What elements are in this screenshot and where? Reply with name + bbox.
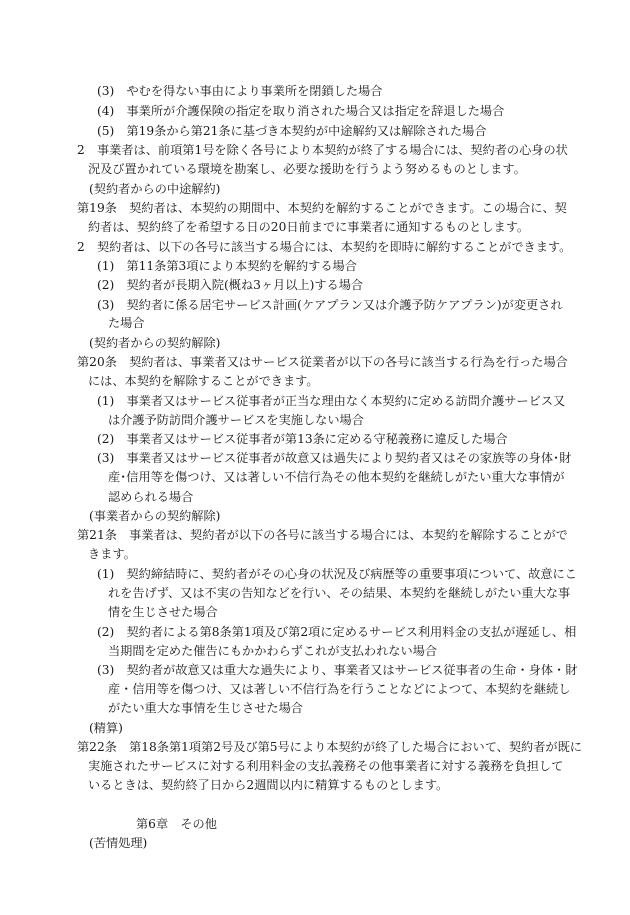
item-1-cont: は介護予防訪問介護サービスを実施しない場合: [108, 413, 364, 427]
item-2-text: (2) 契約者が長期入院(概ね3ヶ月以上)する場合: [97, 278, 364, 292]
item-1-cont-2: 情を生じさせた場合: [108, 605, 218, 619]
article-22-heading: (精算): [89, 721, 123, 735]
item-3-cont: 産･信用等を傷つけ、又は著しい不信行為その他本契約を継続しがたい重大な事情が: [108, 470, 565, 484]
article-19-heading: (契約者からの中途解約): [89, 182, 221, 196]
article-22-text: 第22条 第18条第1項第2号及び第5号により本契約が終了した場合において、契約者が既に: [77, 740, 582, 754]
complaints-heading: (苦情処理): [89, 836, 148, 850]
item-3-cont: 産・信用等を傷つけ、又は著しい不信行為を行うことなどによつて、本契約を継続し: [108, 682, 571, 696]
paragraph-2-cont: 況及び置かれている環境を勘案し、必要な援助を行うよう努めるものとします。: [88, 162, 526, 176]
item-3-text: (3) 契約者に係る居宅サービス計画(ケアプラン又は介護予防ケアプラン)が変更され: [97, 298, 563, 312]
article-21-cont: きます。: [88, 547, 136, 561]
article-20-cont: には、本契約を解除することができます。: [88, 374, 319, 388]
item-5-text: (5) 第19条から第21条に基づき本契約が中途解約又は解除された場合: [97, 124, 487, 138]
article-22-cont-2: いるときは、契約終了日から2週間以内に精算するものとします。: [88, 778, 449, 792]
item-4-text: (4) 事業所が介護保険の指定を取り消された場合又は指定を辞退した場合: [97, 104, 505, 118]
item-3-text: (3) やむを得ない事由により事業所を閉鎖した場合: [97, 84, 383, 98]
article-20-text: 第20条 契約者は、事業者又はサービス従業者が以下の各号に該当する行為を行った場合: [77, 355, 568, 369]
article-21-text: 第21条 事業者は、契約者が以下の各号に該当する場合には、本契約を解除することがで: [77, 528, 568, 542]
item-1-text: (1) 第11条第3項により本契約を解約する場合: [97, 259, 357, 273]
item-3-cont: た場合: [108, 316, 145, 330]
item-2-text: (2) 契約者による第8条第1項及び第2項に定めるサービス利用料金の支払が遅延し、相: [97, 625, 577, 639]
article-19-para-2: 2 契約者は、以下の各号に該当する場合には、本契約を即時に解約することができます。: [77, 240, 572, 254]
item-3-text: (3) 契約者が故意又は重大な過失により、事業者又はサービス従事者の生命・身体・財: [97, 663, 578, 677]
item-2-cont: 当期間を定めた催告にもかかわらずこれが支払われない場合: [108, 644, 438, 658]
article-20-heading: (契約者からの契約解除): [89, 336, 221, 350]
article-21-heading: (事業者からの契約解除): [89, 509, 221, 523]
article-22-cont: 実施されたサービスに対する利用料金の支払義務その他事業者に対する義務を負担して: [88, 759, 564, 773]
chapter-6-heading: 第6章 その他: [136, 817, 217, 831]
article-19-cont: 約者は、契約終了を希望する日の20日前までに事業者に通知するものとします。: [88, 220, 530, 234]
item-3-cont-2: がたい重大な事情を生じさせた場合: [108, 701, 303, 715]
item-2-text: (2) 事業者又はサービス従事者が第13条に定める守秘義務に違反した場合: [97, 432, 508, 446]
item-1-text: (1) 契約締結時に、契約者がその心身の状況及び病歴等の重要事項について、故意にこ: [97, 567, 577, 581]
item-3-cont-2: 認められる場合: [108, 490, 194, 504]
item-1-cont: れを告げず、又は不実の告知などを行い、その結果、本契約を継続しがたい重大な事: [108, 586, 571, 600]
item-1-text: (1) 事業者又はサービス従事者が正当な理由なく本契約に定める訪問介護サービス又: [97, 394, 566, 408]
paragraph-2-text: 2 事業者は、前項第1号を除く各号により本契約が終了する場合には、契約者の心身の状: [77, 143, 568, 157]
item-3-text: (3) 事業者又はサービス従事者が故意又は過失により契約者又はその家族等の身体･財: [97, 451, 572, 465]
article-19-text: 第19条 契約者は、本契約の期間中、本契約を解約することができます。この場合に、契: [77, 201, 567, 215]
